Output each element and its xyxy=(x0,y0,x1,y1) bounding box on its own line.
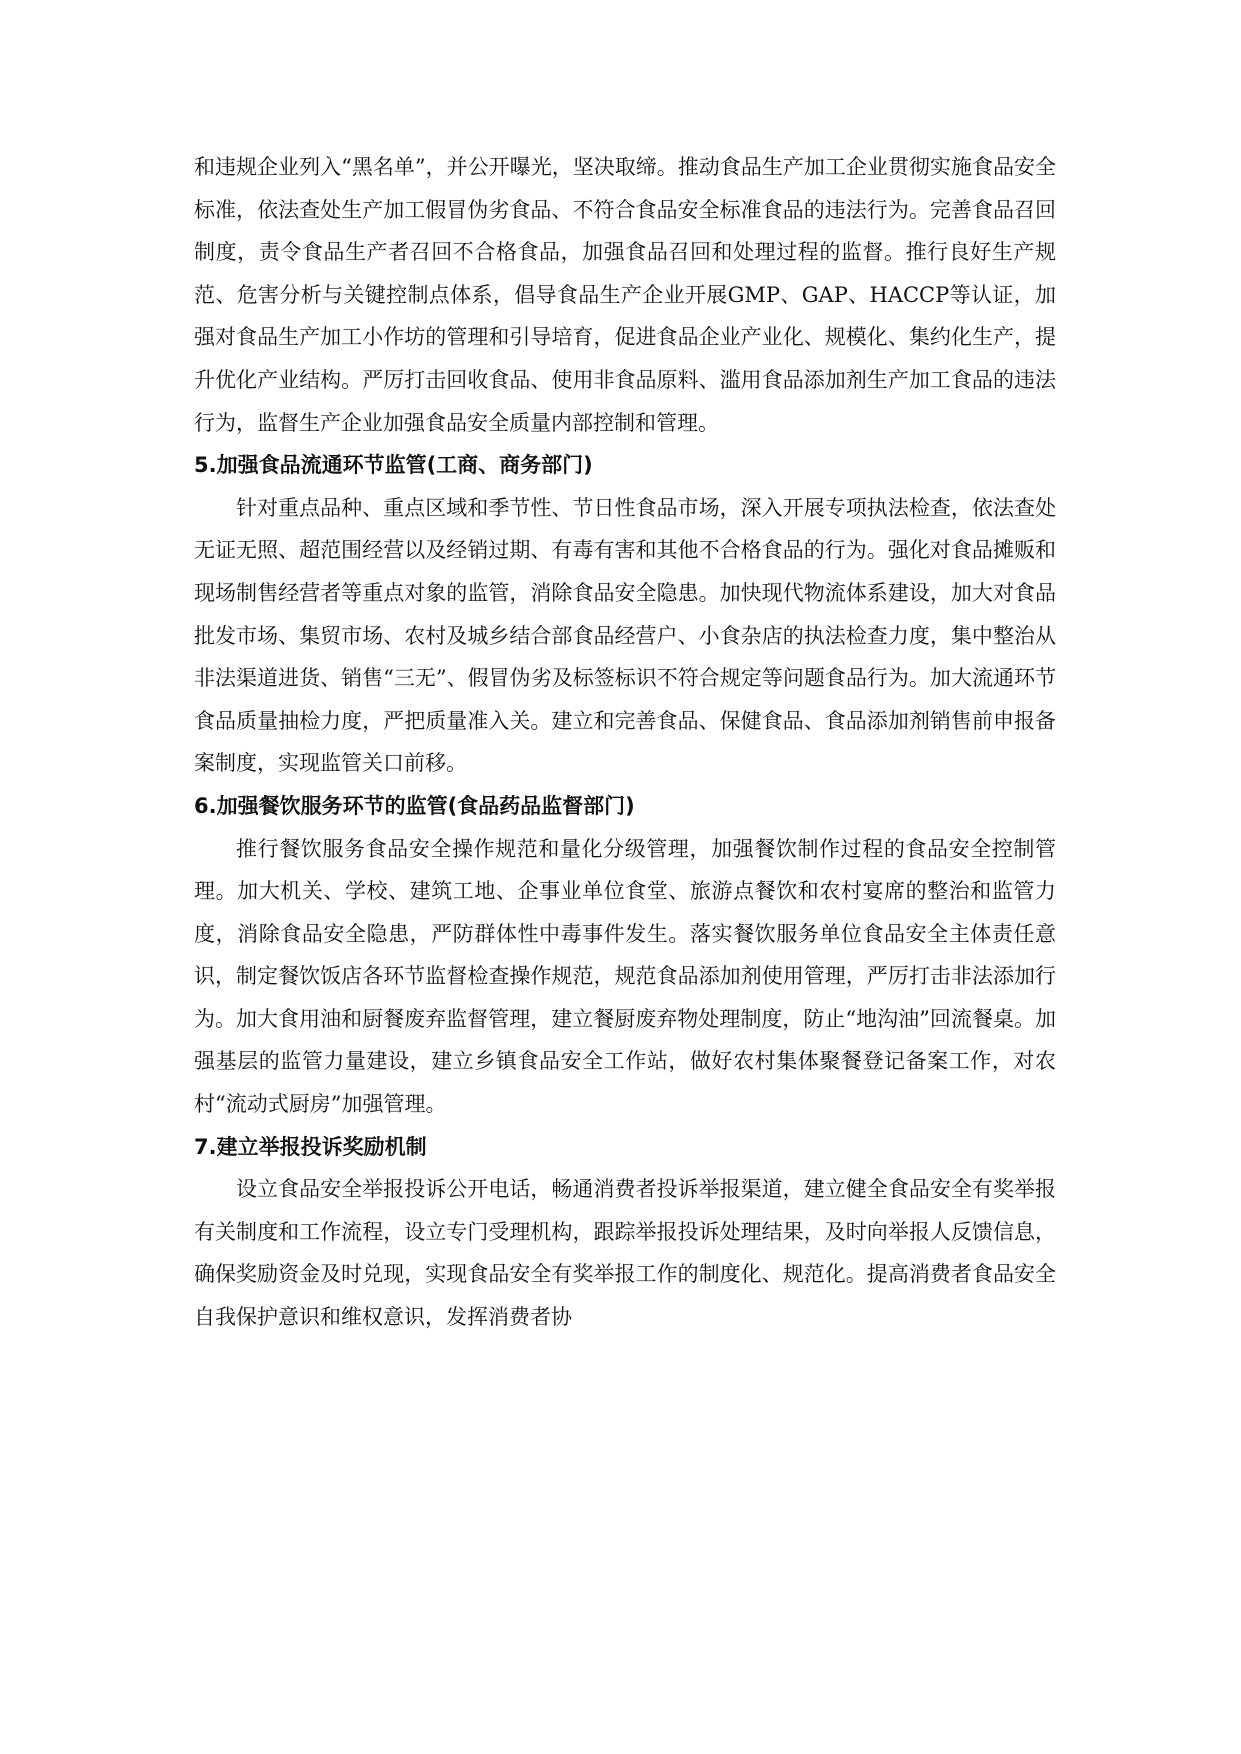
paragraph-catering-supervision: 推行餐饮服务食品安全操作规范和量化分级管理，加强餐饮制作过程的食品安全控制管理。加大机关、学校、建筑工地、企事业单位食堂、旅游点餐饮和农村宴席的整治和监管力度，消除食品安全隐患，严防群体性中毒事件发生。落实餐饮服务单位食品安全主体责任意识，制定餐饮饭店各环节监督检查操作规范，规范食品添加剂使用管理，严厉打击非法添加行为。加大食用油和厨餐废弃监督管理，建立餐厨废弃物处理制度，防止“地沟油”回流餐桌。加强基层的监管力量建设，建立乡镇食品安全工作站，做好农村集体聚餐登记备案工作，对农村“流动式厨房”加强管理。 xyxy=(194,836,1056,1117)
section-heading-7: 7.建立举报投诉奖励机制 xyxy=(194,1134,427,1159)
section-heading-6: 6.加强餐饮服务环节的监管(食品药品监督部门) xyxy=(194,793,635,818)
paragraph-reporting-reward: 设立食品安全举报投诉公开电话，畅通消费者投诉举报渠道，建立健全食品安全有奖举报有关制度和工作流程，设立专门受理机构，跟踪举报投诉处理结果，及时向举报人反馈信息，确保奖励资金及时兑现，实现食品安全有奖举报工作的制度化、规范化。提高消费者食品安全自我保护意识和维权意识，发挥消费者协 xyxy=(194,1177,1056,1330)
paragraph-circulation-supervision: 针对重点品种、重点区域和季节性、节日性食品市场，深入开展专项执法检查，依法查处无证无照、超范围经营以及经销过期、有毒有害和其他不合格食品的行为。强化对食品摊贩和现场制售经营者等重点对象的监管，消除食品安全隐患。加快现代物流体系建设，加大对食品批发市场、集贸市场、农村及城乡结合部食品经营户、小食杂店的执法检查力度，集中整治从非法渠道进货、销售“三无”、假冒伪劣及标签标识不符合规定等问题食品行为。加大流通环节食品质量抽检力度，严把质量准入关。建立和完善食品、保健食品、食品添加剂销售前申报备案制度，实现监管关口前移。 xyxy=(194,495,1056,776)
paragraph-enterprise-blacklist: 和违规企业列入“黑名单”，并公开曝光，坚决取缔。推动食品生产加工企业贯彻实施食品安全标准，依法查处生产加工假冒伪劣食品、不符合食品安全标准食品的违法行为。完善食品召回制度，责令食品生产者召回不合格食品，加强食品召回和处理过程的监督。推行良好生产规范、危害分析与关键控制点体系，倡导食品生产企业开展GMP、GAP、HACCP等认证，加强对食品生产加工小作坊的管理和引导培育，促进食品企业产业化、规模化、集约化生产，提升优化产业结构。严厉打击回收食品、使用非食品原料、滥用食品添加剂生产加工食品的违法行为，监督生产企业加强食品安全质量内部控制和管理。 xyxy=(194,155,1056,435)
document-page xyxy=(194,146,1056,1339)
section-heading-5: 5.加强食品流通环节监管(工商、商务部门) xyxy=(194,453,593,478)
